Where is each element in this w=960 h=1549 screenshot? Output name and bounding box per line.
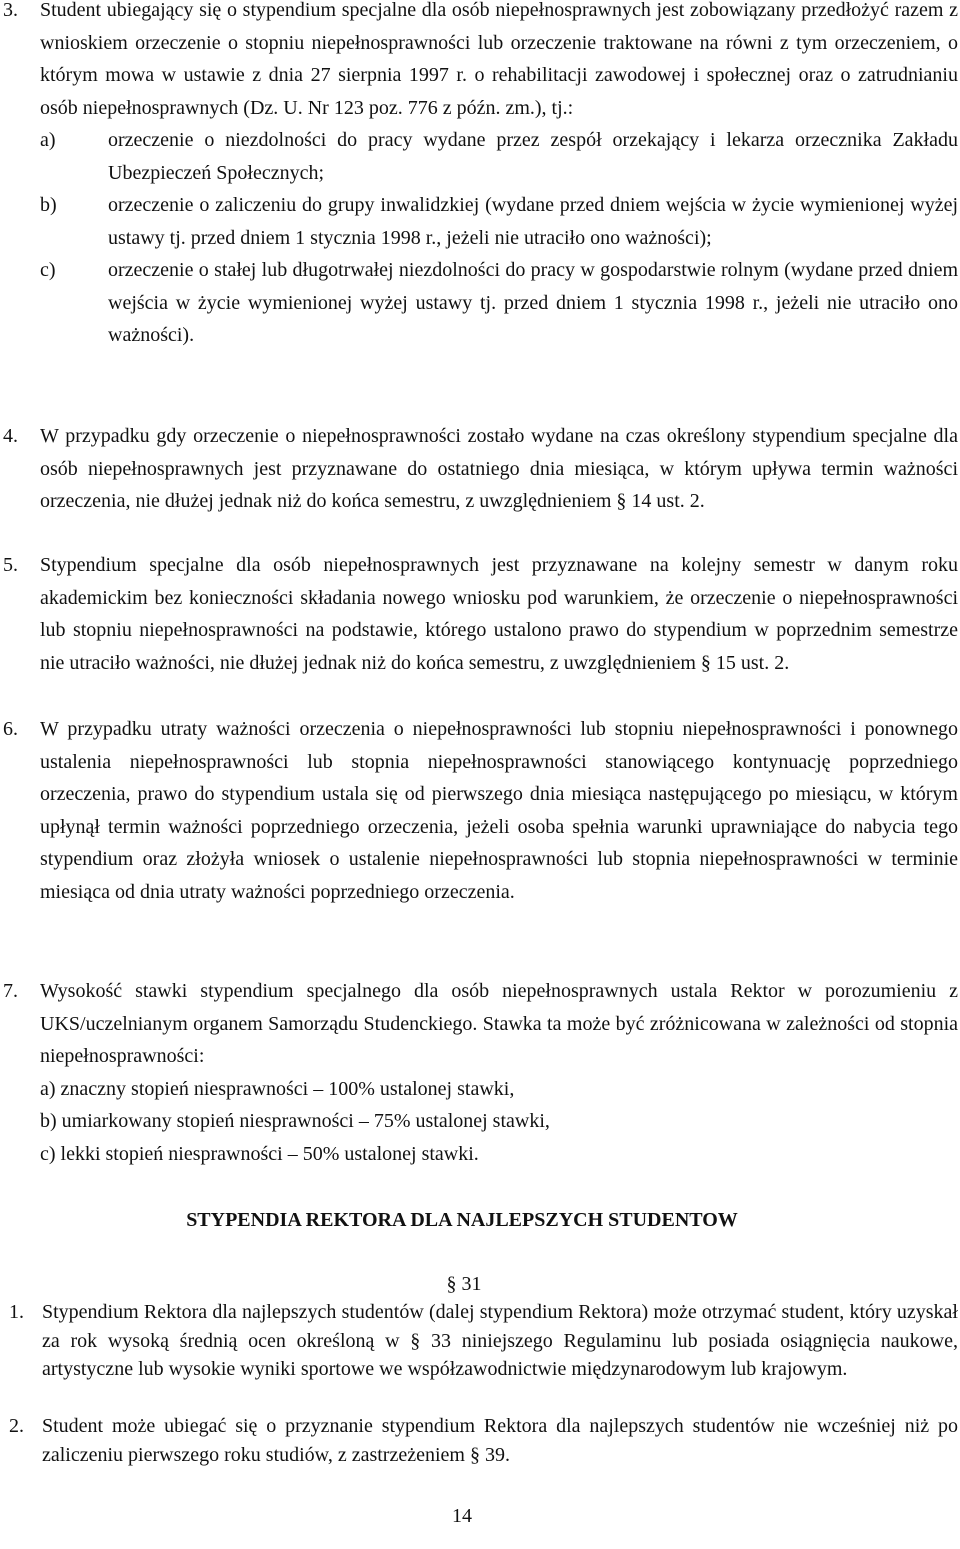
rate-line-a: a) znaczny stopień niesprawności – 100% ustalonej stawki,: [40, 1077, 515, 1100]
item-number: 1.: [9, 1301, 24, 1323]
subitem-label: c): [40, 259, 56, 281]
rate-line-b: b) umiarkowany stopień niesprawności – 75% ustalonej stawki,: [40, 1110, 550, 1132]
item-text: W przypadku utraty ważności orzeczenia o niepełnosprawności lub stopniu niepełnosprawności i ponownego ustalenia niepełnosprawności lub stopnia niepełnosprawności stanowiącego kontynuację poprzedniego orzeczenia, prawo do stypendium ustala się od pierwszego dnia miesiąca następującego po miesiącu, w którym upłynął termin ważności poprzedniego orzeczenia, jeżeli osoba spełnia warunki uprawniające do nabycia tego stypendium oraz złożyła wniosek o ustalenie niepełnosprawności lub stopnia niepełnosprawności w terminie miesiąca od dnia utraty ważności poprzedniego orzeczenia.: [40, 718, 958, 903]
list-item-3: [0, 0, 958, 352]
item-number: 5.: [3, 554, 18, 576]
subitem-label: a): [40, 129, 56, 151]
item-number: 7.: [3, 980, 18, 1002]
subitem-text: orzeczenie o niezdolności do pracy wydane przez zespół orzekający i lekarza orzecznika Zakładu Ubezpieczeń Społecznych;: [108, 129, 958, 184]
item-number: 2.: [9, 1415, 24, 1437]
subitem-label: b): [40, 194, 57, 216]
subitem-text: orzeczenie o stałej lub długotrwałej niezdolności do pracy w gospodarstwie rolnym (wydane przed dniem wejścia w życie wymienionej wyżej ustawy tj. przed dniem 1 stycznia 1998 r., jeżeli nie utraciło ono ważności).: [108, 259, 958, 346]
item-text: Student ubiegający się o stypendium specjalne dla osób niepełnosprawnych jest zobowiązany przedłożyć razem z wnioskiem orzeczenie o stopniu niepełnosprawności lub orzeczenie traktowane na równi z tym orzeczeniem, o którym mowa w ustawie z dnia 27 sierpnia 1997 r. o rehabilitacji zawodowej i społecznej oraz o zatrudnianiu osób niepełnosprawnych (Dz. U. Nr 123 poz. 776 z późn. zm.), tj.:: [40, 0, 958, 119]
subitem-a: [40, 124, 958, 189]
subitem-text: orzeczenie o zaliczeniu do grupy inwalidzkiej (wydane przed dniem wejścia w życie wymienionej wyżej ustawy tj. przed dniem 1 stycznia 1998 r., jeżeli nie utraciło ono ważności);: [108, 194, 958, 249]
item-number: 3.: [3, 0, 18, 21]
item-text: Wysokość stawki stypendium specjalnego dla osób niepełnosprawnych ustala Rektor w porozumieniu z UKS/uczelnianym organem Samorządu Studenckiego. Stawka ta może być zróżnicowana w zależności od stopnia niepełnosprawności:: [40, 980, 958, 1067]
item-text: Stypendium Rektora dla najlepszych studentów (dalej stypendium Rektora) może otrzymać student, który uzyskał za rok wysoką średnią ocen określoną w § 33 niniejszego Regulaminu lub posiada osiągnięcia naukowe, artystyczne lub wysokie wyniki sportowe we współzawodnictwie międzynarodowym lub krajowym.: [42, 1301, 958, 1380]
item-text: Student może ubiegać się o przyznanie stypendium Rektora dla najlepszych studentów nie wcześniej niż po zaliczeniu pierwszego roku studiów, z zastrzeżeniem § 39.: [42, 1415, 958, 1466]
subitem-b: [40, 189, 958, 254]
subitem-c: [40, 254, 958, 352]
item-text: W przypadku gdy orzeczenie o niepełnosprawności zostało wydane na czas określony stypendium specjalne dla osób niepełnosprawnych jest przyznawane do ostatniego dnia miesiąca, w którym upływa termin ważności orzeczenia, nie dłużej jednak niż do końca semestru, z uwzględnieniem § 14 ust. 2.: [40, 425, 958, 512]
paragraph-mark: § 31: [446, 1273, 482, 1295]
item-number: 4.: [3, 425, 18, 447]
list-item-4: [0, 420, 958, 518]
rate-line-c: c) lekki stopień niesprawności – 50% ustalonej stawki.: [40, 1142, 479, 1165]
rate-list: [40, 1073, 958, 1171]
section-heading: STYPENDIA REKTORA DLA NAJLEPSZYCH STUDENTOW: [186, 1209, 738, 1231]
list-item-5: [0, 549, 958, 679]
item-text: Stypendium specjalne dla osób niepełnosprawnych jest przyznawane na kolejny semestr w danym roku akademickim bez konieczności składania nowego wniosku pod warunkiem, że orzeczenie o niepełnosprawności lub stopniu niepełnosprawności na podstawie, którego ustalono prawo do stypendium w poprzednim semestrze nie utraciło ważności, nie dłużej jednak niż do końca semestru, z uwzględnieniem § 15 ust. 2.: [40, 554, 958, 674]
list-item-6: [0, 713, 958, 908]
page-number: 14: [452, 1505, 472, 1527]
item-number: 6.: [3, 718, 18, 740]
rector-item-2: [0, 1412, 958, 1469]
list-item-7: [0, 975, 958, 1170]
rector-item-1: [0, 1298, 958, 1384]
